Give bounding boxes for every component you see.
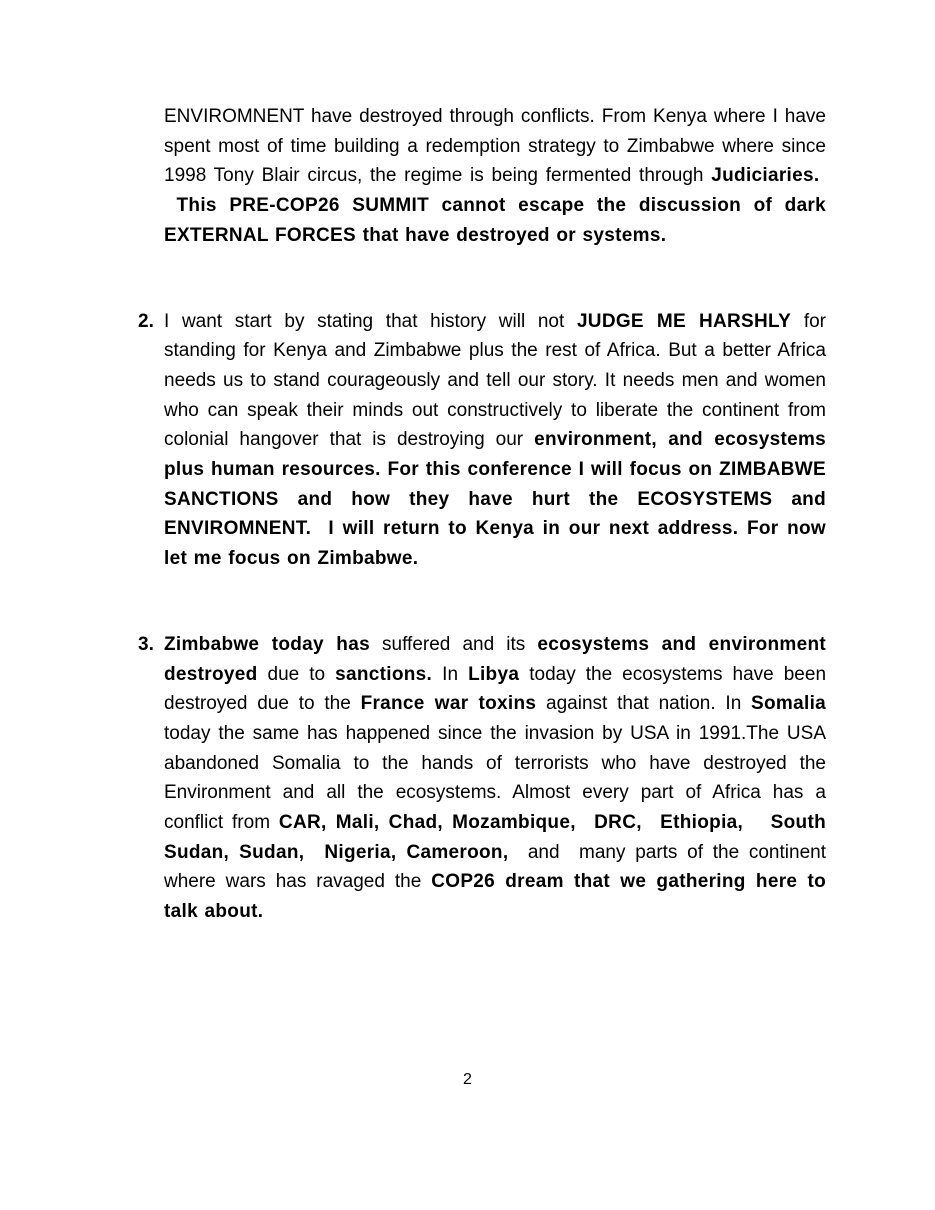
page-number: 2 [463,1071,472,1088]
bold-text-segment: France war toxins [360,693,537,715]
bold-text-segment: Libya [468,663,520,685]
bold-text-segment: sanctions. [335,663,433,685]
text-segment: suffered and its [369,633,538,655]
bold-text-segment: Zimbabwe today has [164,633,370,655]
paragraph [138,307,826,574]
paragraph-text [164,102,826,251]
bold-text-segment: JUDGE ME HARSHLY [576,310,792,332]
list-number: 2. [138,310,154,332]
text-segment: and many parts of the continent where wars has ravaged the [164,841,826,893]
list-number [138,102,164,251]
bold-text-segment: COP26 dream that we gathering here to talk about. [164,871,827,923]
bold-text-segment: environment, and ecosystems plus human resources. For this conference I will focus on ZIMBABWE SANCTIONS and how they have hurt the ECOSYSTEMS and ENVIROMNENT. I will return to Kenya in our next address. For now let me focus on Zimbabwe. [164,429,827,570]
text-segment: today the ecosystems have been destroyed due to the [164,663,827,715]
list-number: 3. [138,633,154,655]
text-segment: against that nation. In [536,693,752,715]
text-segment: ENVIROMNENT have destroyed through conflicts. From Kenya where I have spent most of time building a redemption strategy to Zimbabwe where since 1998 Tony Blair circus, the regime is being fermented through [164,106,826,187]
bold-text-segment: Judiciaries. This PRE-COP26 SUMMIT cannot escape the discussion of dark EXTERNAL FORCES that have destroyed or systems. [164,165,826,246]
text-segment: I want start by stating that history will not [164,310,577,332]
text-segment: today the same has happened since the invasion by USA in 1991.The USA abandoned Somalia to the hands of terrorists who have destroyed the Environment and all the ecosystems. Almost every part of Africa has a conflict from [164,722,826,834]
paragraph-text [164,307,826,574]
text-segment: for standing for Kenya and Zimbabwe plus the rest of Africa. But a better Africa needs us to stand courageously and tell our story. It needs men and women who can speak their minds out constructively to liberate the continent from colonial hangover that is destroying our [164,310,826,451]
bold-text-segment: ecosystems and environment destroyed [164,633,827,685]
paragraph-text [164,630,826,927]
text-segment: due to [257,663,336,685]
bold-text-segment: Somalia [751,693,827,715]
document-body [138,102,826,927]
paragraph [138,102,826,251]
bold-text-segment: CAR, Mali, Chad, Mozambique, DRC, Ethiopia, South Sudan, Sudan, Nigeria, Cameroon, [164,812,826,863]
paragraph [138,630,826,927]
text-segment: In [432,663,469,685]
